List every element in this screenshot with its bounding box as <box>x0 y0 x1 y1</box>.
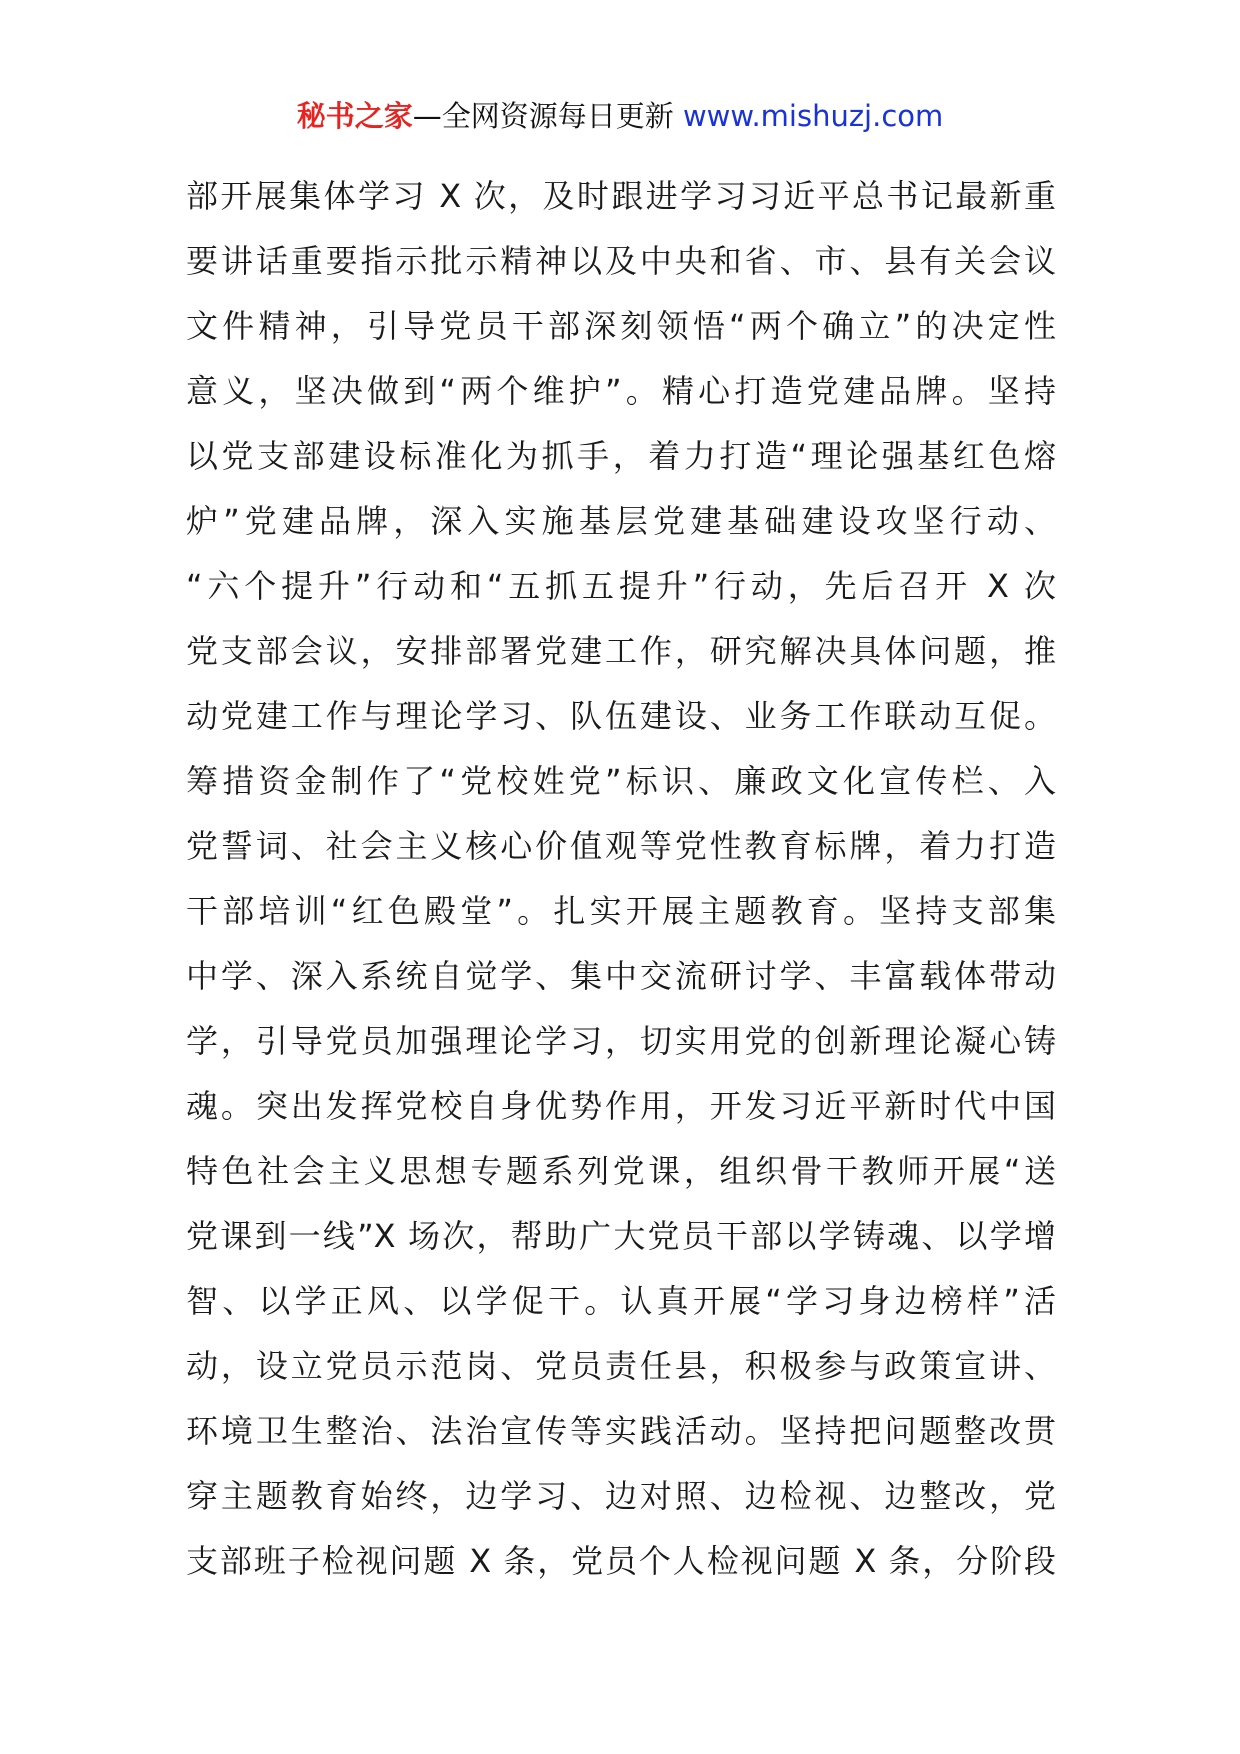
site-url-link[interactable]: www.mishuzj.com <box>682 99 944 133</box>
site-header <box>0 96 1240 136</box>
text-line: 筹措资金制作了“党校姓党”标识、廉政文化宣传栏、入 <box>186 762 1056 800</box>
site-name: 秘书之家 <box>296 99 413 133</box>
text-line: 党支部会议，安排部署党建工作，研究解决具体问题，推 <box>186 632 1056 670</box>
text-line: 智、以学正风、以学促干。认真开展“学习身边榜样”活 <box>186 1282 1056 1320</box>
text-line: 部开展集体学习 X 次，及时跟进学习习近平总书记最新重 <box>186 177 1056 215</box>
text-line: 以党支部建设标准化为抓手，着力打造“理论强基红色熔 <box>186 437 1056 475</box>
text-line: 动，设立党员示范岗、党员责任县，积极参与政策宣讲、 <box>186 1347 1056 1385</box>
text-line: 干部培训“红色殿堂”。扎实开展主题教育。坚持支部集 <box>186 892 1056 930</box>
text-line: 学，引导党员加强理论学习，切实用党的创新理论凝心铸 <box>186 1022 1056 1060</box>
text-line: 支部班子检视问题 X 条，党员个人检视问题 X 条，分阶段 <box>186 1542 1056 1580</box>
text-line: 要讲话重要指示批示精神以及中央和省、市、县有关会议 <box>186 242 1056 280</box>
text-line: 特色社会主义思想专题系列党课，组织骨干教师开展“送 <box>186 1152 1056 1190</box>
text-line: 环境卫生整治、法治宣传等实践活动。坚持把问题整改贯 <box>186 1412 1056 1450</box>
text-line: 党课到一线”X 场次，帮助广大党员干部以学铸魂、以学增 <box>186 1217 1056 1255</box>
text-line: “六个提升”行动和“五抓五提升”行动，先后召开 X 次 <box>186 567 1056 605</box>
text-line: 炉”党建品牌，深入实施基层党建基础建设攻坚行动、 <box>186 502 1056 540</box>
text-line: 魂。突出发挥党校自身优势作用，开发习近平新时代中国 <box>186 1087 1056 1125</box>
site-slogan: —全网资源每日更新 <box>412 99 674 133</box>
text-line: 意义，坚决做到“两个维护”。精心打造党建品牌。坚持 <box>186 372 1056 410</box>
body-paragraph <box>186 164 1056 1594</box>
text-line: 文件精神，引导党员干部深刻领悟“两个确立”的决定性 <box>186 307 1056 345</box>
text-line: 穿主题教育始终，边学习、边对照、边检视、边整改，党 <box>186 1477 1056 1515</box>
text-line: 党誓词、社会主义核心价值观等党性教育标牌，着力打造 <box>186 827 1056 865</box>
text-line: 动党建工作与理论学习、队伍建设、业务工作联动互促。 <box>186 697 1056 735</box>
text-line: 中学、深入系统自觉学、集中交流研讨学、丰富载体带动 <box>186 957 1056 995</box>
